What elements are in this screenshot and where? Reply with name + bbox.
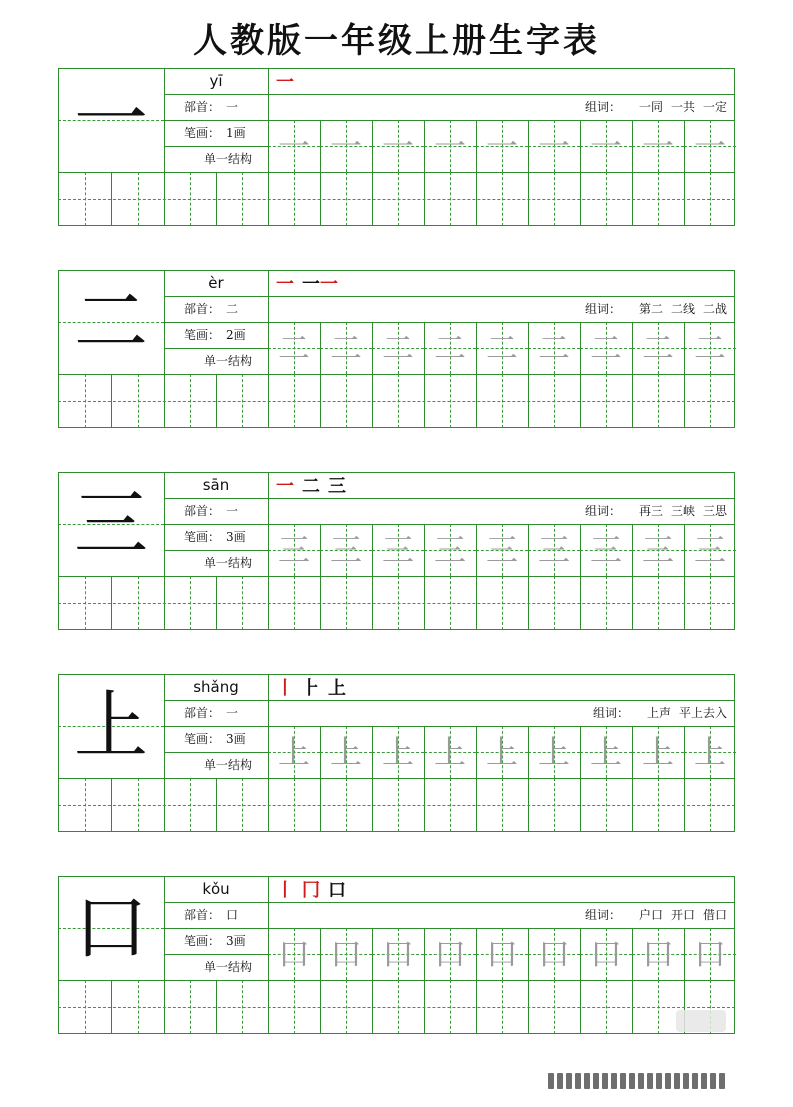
stroke-step: 口: [328, 880, 346, 901]
trace-character: 上: [693, 733, 726, 771]
stroke-step: 一一: [302, 274, 338, 295]
trace-character: 三: [693, 531, 726, 569]
watermark-badge: [676, 1010, 726, 1032]
trace-character: 口: [433, 935, 466, 973]
radical-row: [164, 498, 268, 524]
word: 户口: [638, 908, 663, 922]
info-label: 笔画：: [184, 126, 221, 140]
trace-character: 上: [433, 733, 466, 771]
info-label: 笔画：: [184, 530, 221, 544]
grid-line: [58, 427, 735, 428]
word: 平上去入: [678, 706, 727, 720]
structure-row: [164, 752, 268, 778]
stroke-count-row: [164, 928, 268, 954]
trace-character: 上: [277, 733, 310, 771]
pinyin: yī: [209, 72, 223, 90]
grid-line: [58, 831, 735, 832]
grid-line: [58, 629, 735, 630]
grid-line: [58, 374, 735, 375]
word: 借口: [702, 908, 727, 922]
radical-row: [164, 296, 268, 322]
char-card: [58, 472, 735, 630]
grid-line: [58, 980, 735, 981]
stroke-order: [268, 674, 346, 700]
info-value: 单一结构: [204, 556, 253, 570]
pinyin: sān: [202, 476, 230, 494]
word: 一同: [638, 100, 663, 114]
trace-character: 二: [485, 329, 518, 367]
info-label: 部首：: [184, 908, 221, 922]
watermark-strip: [548, 1070, 773, 1092]
word-list: [585, 498, 727, 524]
trace-character: 二: [277, 329, 310, 367]
word: 上声: [646, 706, 671, 720]
stroke-order: [268, 270, 338, 296]
stroke-step: 一: [276, 476, 294, 497]
words-label: 组词：: [592, 706, 629, 720]
stroke-step: 上: [328, 678, 346, 699]
char-card: [58, 674, 735, 832]
stroke-step: 三: [328, 476, 346, 497]
trace-character: 一: [433, 127, 466, 165]
word: 第二: [638, 302, 663, 316]
stroke-order: [268, 68, 294, 94]
info-label: 笔画：: [184, 934, 221, 948]
trace-character: 一: [381, 127, 414, 165]
trace-character: 三: [641, 531, 674, 569]
char-card: [58, 270, 735, 428]
trace-character: 三: [433, 531, 466, 569]
info-label: 部首：: [184, 706, 221, 720]
word: 一共: [670, 100, 695, 114]
info-value: 口: [226, 908, 239, 922]
info-value: 一: [226, 504, 239, 518]
pinyin: shǎng: [193, 678, 239, 696]
word-list: [585, 296, 727, 322]
trace-character: 一: [329, 127, 362, 165]
info-label: 笔画：: [184, 328, 221, 342]
structure-row: [164, 954, 268, 980]
grid-line: [58, 1007, 735, 1008]
stroke-step: 一: [276, 274, 294, 295]
trace-character: 二: [641, 329, 674, 367]
trace-character: 口: [381, 935, 414, 973]
trace-character: 上: [381, 733, 414, 771]
trace-character: 二: [381, 329, 414, 367]
trace-character: 口: [485, 935, 518, 973]
words-label: 组词：: [584, 908, 621, 922]
trace-character: 上: [641, 733, 674, 771]
trace-character: 二: [693, 329, 726, 367]
trace-character: 上: [537, 733, 570, 771]
info-value: 3画: [226, 732, 246, 746]
info-value: 3画: [226, 530, 246, 544]
structure-row: [164, 348, 268, 374]
trace-character: 上: [485, 733, 518, 771]
word: 二战: [702, 302, 727, 316]
info-label: 部首：: [184, 302, 221, 316]
trace-character: 一: [641, 127, 674, 165]
char-card: [58, 876, 735, 1034]
word: 三思: [702, 504, 727, 518]
trace-character: 一: [485, 127, 518, 165]
stroke-step: 丨: [276, 678, 294, 699]
info-value: 2画: [226, 328, 246, 342]
stroke-order: [268, 472, 346, 498]
trace-character: 口: [537, 935, 570, 973]
trace-character: 一: [277, 127, 310, 165]
info-label: 笔画：: [184, 732, 221, 746]
radical-row: [164, 700, 268, 726]
word-list: [593, 700, 727, 726]
trace-character: 二: [589, 329, 622, 367]
big-character: 上: [74, 683, 148, 769]
word-list: [585, 902, 727, 928]
trace-character: 二: [329, 329, 362, 367]
trace-character: 三: [537, 531, 570, 569]
page-title: 人教版一年级上册生字表: [193, 21, 600, 61]
info-value: 单一结构: [204, 758, 253, 772]
big-character: 三: [74, 481, 148, 567]
stroke-count-row: [164, 322, 268, 348]
trace-character: 二: [537, 329, 570, 367]
info-value: 二: [226, 302, 239, 316]
trace-character: 一: [589, 127, 622, 165]
radical-row: [164, 902, 268, 928]
trace-character: 口: [693, 935, 726, 973]
grid-line: [58, 401, 735, 402]
info-value: 单一结构: [204, 960, 253, 974]
grid-line: [58, 172, 735, 173]
big-character: 二: [74, 279, 148, 365]
big-character: 口: [74, 885, 148, 971]
info-label: 部首：: [184, 504, 221, 518]
words-label: 组词：: [584, 100, 621, 114]
structure-row: [164, 146, 268, 172]
structure-row: [164, 550, 268, 576]
stroke-step: 冂: [302, 880, 320, 901]
trace-character: 三: [485, 531, 518, 569]
stroke-count-row: [164, 726, 268, 752]
word: 开口: [670, 908, 695, 922]
info-value: 一: [226, 100, 239, 114]
trace-character: 三: [329, 531, 362, 569]
info-value: 单一结构: [204, 152, 253, 166]
char-card: [58, 68, 735, 226]
trace-character: 口: [641, 935, 674, 973]
word: 再三: [638, 504, 663, 518]
trace-character: 三: [589, 531, 622, 569]
stroke-count-row: [164, 120, 268, 146]
trace-character: 上: [329, 733, 362, 771]
word: 一定: [702, 100, 727, 114]
info-value: 一: [226, 706, 239, 720]
trace-character: 口: [329, 935, 362, 973]
grid-line: [58, 805, 735, 806]
trace-character: 一: [537, 127, 570, 165]
grid-line: [58, 778, 735, 779]
pinyin: èr: [208, 274, 224, 292]
pinyin: kǒu: [202, 880, 230, 898]
trace-character: 一: [693, 127, 726, 165]
info-label: 部首：: [184, 100, 221, 114]
trace-character: 口: [277, 935, 310, 973]
grid-line: [58, 225, 735, 226]
words-label: 组词：: [584, 504, 621, 518]
grid-line: [58, 576, 735, 577]
words-label: 组词：: [584, 302, 621, 316]
big-character: 一: [74, 77, 148, 163]
word: 二线: [670, 302, 695, 316]
info-value: 3画: [226, 934, 246, 948]
word: 三峡: [670, 504, 695, 518]
word-list: [585, 94, 727, 120]
stroke-step: 二: [302, 476, 320, 497]
stroke-count-row: [164, 524, 268, 550]
stroke-step: 丨: [276, 880, 294, 901]
stroke-step: ⺊: [302, 678, 320, 699]
trace-character: 二: [433, 329, 466, 367]
radical-row: [164, 94, 268, 120]
trace-character: 三: [277, 531, 310, 569]
info-value: 1画: [226, 126, 246, 140]
stroke-step: 一: [276, 72, 294, 93]
trace-character: 口: [589, 935, 622, 973]
stroke-order: [268, 876, 346, 902]
info-value: 单一结构: [204, 354, 253, 368]
trace-character: 三: [381, 531, 414, 569]
grid-line: [58, 199, 735, 200]
trace-character: 上: [589, 733, 622, 771]
grid-line: [58, 603, 735, 604]
grid-line: [58, 1033, 735, 1034]
